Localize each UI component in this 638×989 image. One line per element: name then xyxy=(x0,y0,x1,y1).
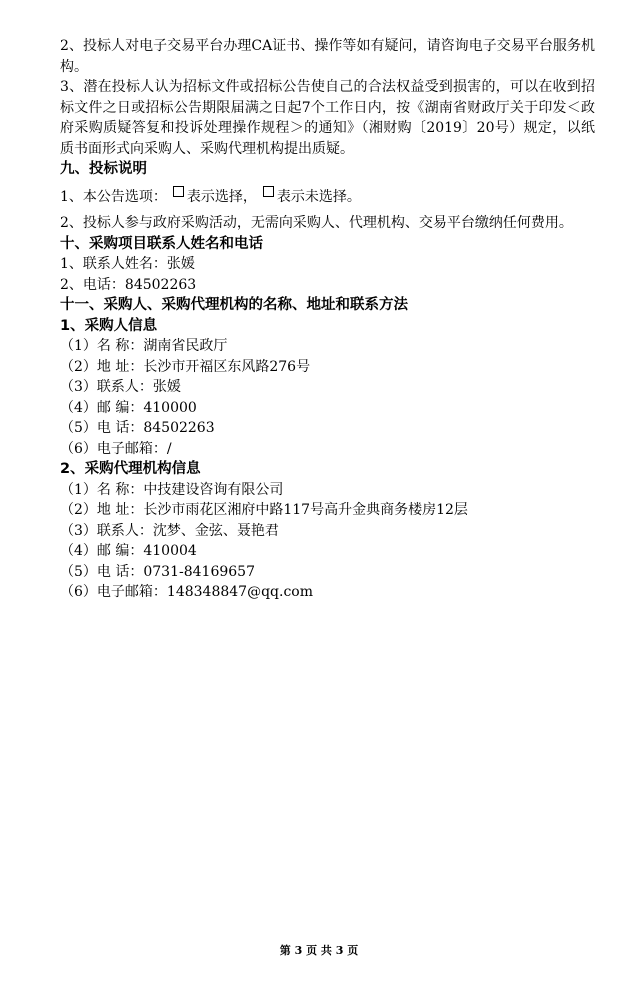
checkbox-icon xyxy=(173,186,184,197)
section9-heading: 九、投标说明 xyxy=(60,161,147,177)
purchaser-phone: （5）电 话：84502263 xyxy=(60,420,215,436)
purchaser-name: （1）名 称：湖南省民政厅 xyxy=(60,338,228,354)
section9-item2: 2、投标人参与政府采购活动，无需向采购人、代理机构、交易平台缴纳任何费用。 xyxy=(60,215,573,231)
page-number: 第 3 页 共 3 页 xyxy=(279,944,359,957)
section9-item1-prefix: 1、本公告选项： xyxy=(60,188,167,205)
document-body xyxy=(60,36,595,603)
purchaser-heading: 1、采购人信息 xyxy=(60,317,158,334)
unchecked-meaning: 表示未选择。 xyxy=(276,188,361,205)
purchaser-address: （2）地 址：长沙市开福区东风路276号 xyxy=(60,358,311,375)
agency-name: （1）名 称：中技建设咨询有限公司 xyxy=(60,481,284,498)
agency-heading: 2、采购代理机构信息 xyxy=(60,461,201,477)
checked-meaning: 表示选择， xyxy=(186,188,257,205)
agency-postcode: （4）邮 编：410004 xyxy=(60,543,197,559)
section9-item1 xyxy=(60,186,595,208)
contact-phone: 2、电话：84502263 xyxy=(60,276,197,293)
checkbox-icon xyxy=(263,186,274,197)
purchaser-email: （6）电子邮箱：/ xyxy=(60,440,172,457)
agency-address: （2）地 址：长沙市雨花区湘府中路117号高升金典商务楼房12层 xyxy=(60,502,468,518)
agency-contact: （3）联系人：沈梦、金弦、聂艳君 xyxy=(60,522,279,539)
purchaser-postcode: （4）邮 编：410000 xyxy=(60,399,197,416)
note-challenge-rights: 3、潜在投标人认为招标文件或招标公告使自己的合法权益受到损害的，可以在收到招标文件之日或招标公告期限届满之日起7个工作日内，按《湖南省财政厅关于印发＜政府采购质疑答复和投诉处理操作规程＞的通知》（湘财购〔2019〕20号）规定，以纸质书面形式向采购人、采购代理机构提出质疑。 xyxy=(60,79,595,157)
note-ca-certificate: 2、投标人对电子交易平台办理CA证书、操作等如有疑问，请咨询电子交易平台服务机构。 xyxy=(60,38,595,75)
section11-heading: 十一、采购人、采购代理机构的名称、地址和联系方法 xyxy=(60,297,408,313)
purchaser-contact: （3）联系人：张媛 xyxy=(60,379,181,395)
section10-heading: 十、采购项目联系人姓名和电话 xyxy=(60,235,263,252)
contact-name: 1、联系人姓名：张媛 xyxy=(60,256,195,272)
agency-email: （6）电子邮箱：148348847@qq.com xyxy=(60,584,313,600)
agency-phone: （5）电 话：0731-84169657 xyxy=(60,563,255,580)
